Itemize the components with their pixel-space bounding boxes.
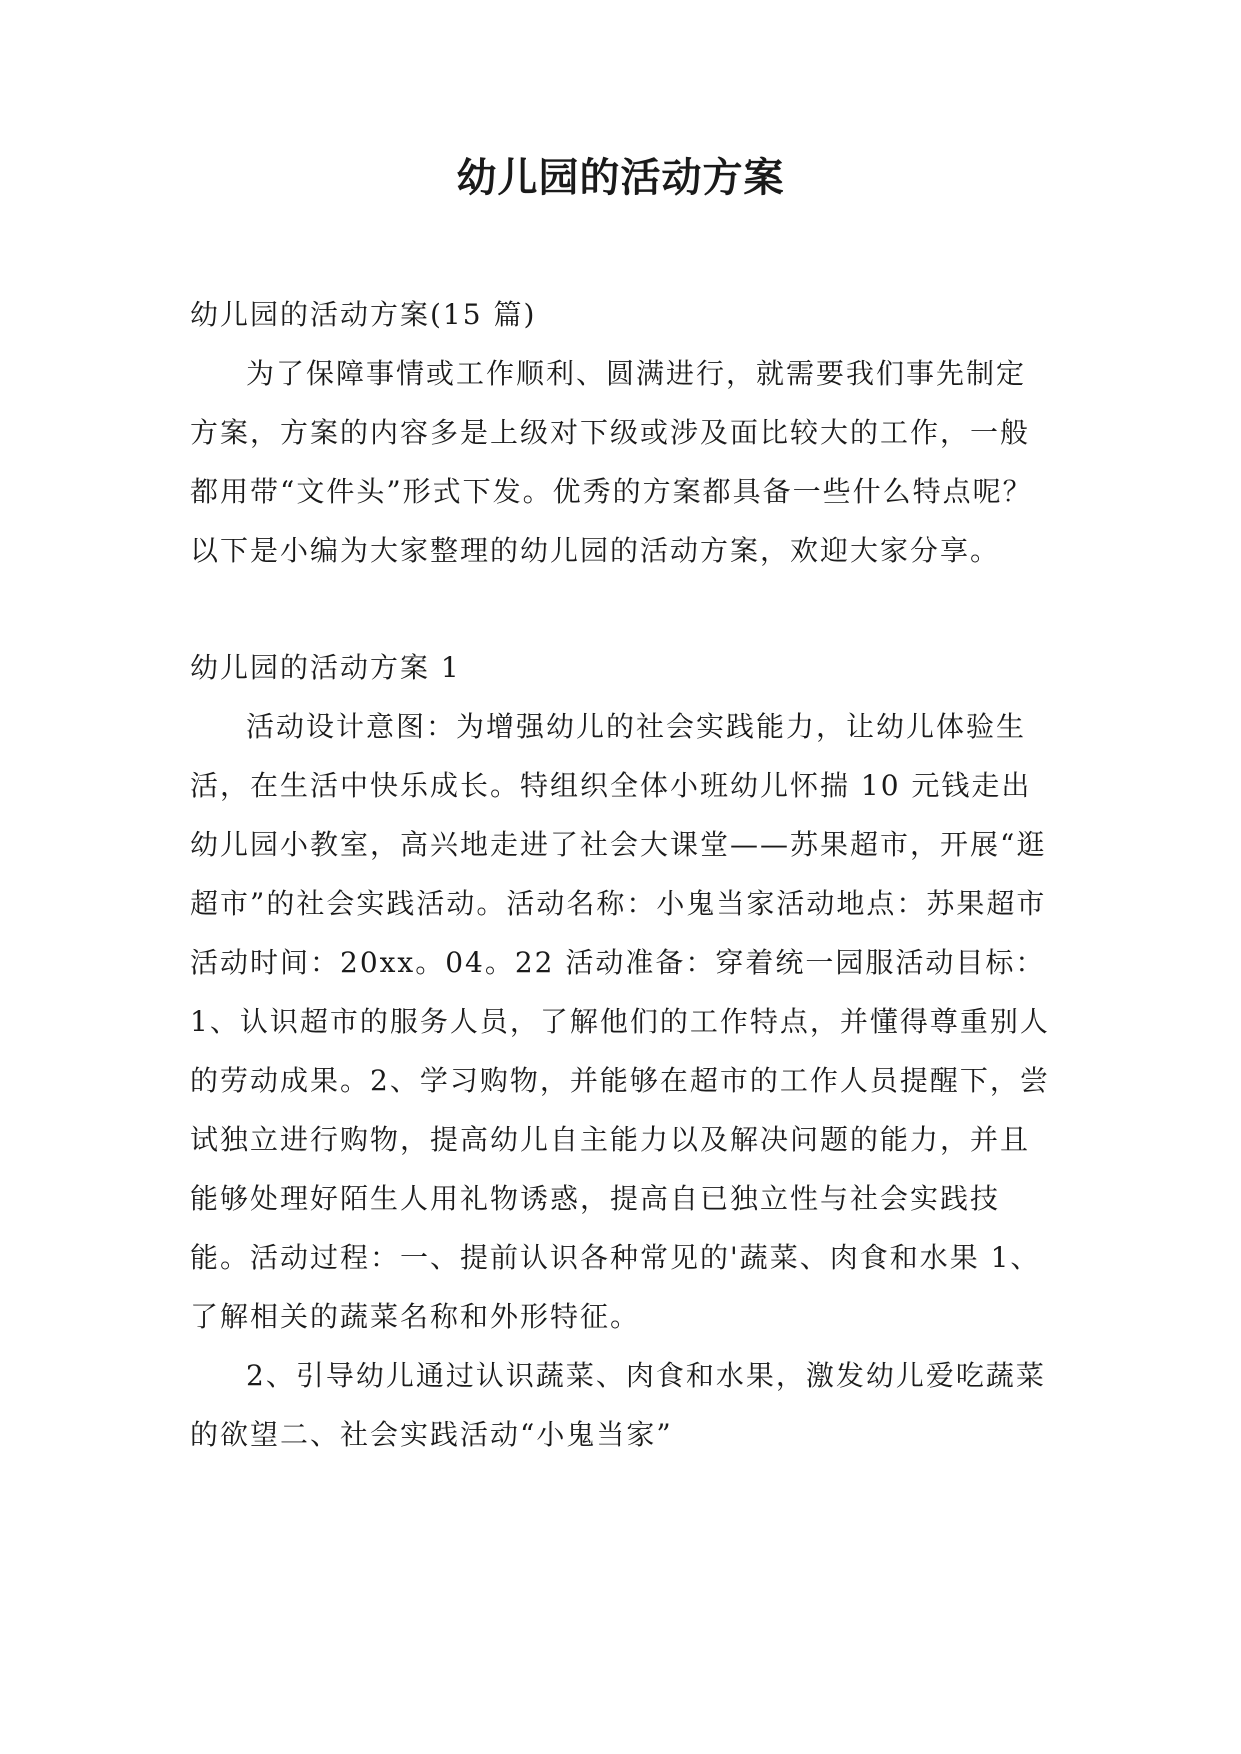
intro-paragraph: 为了保障事情或工作顺利、圆满进行，就需要我们事先制定方案，方案的内容多是上级对下级或涉及面比较大的工作，一般都用带“文件头”形式下发。优秀的方案都具备一些什么特点呢？以下是小编为大家整理的幼儿园的活动方案，欢迎大家分享。 bbox=[190, 357, 1033, 567]
intro-heading: 幼儿园的活动方案(15 篇) bbox=[190, 298, 537, 331]
section1-heading: 幼儿园的活动方案 1 bbox=[190, 651, 461, 684]
document-body bbox=[190, 285, 1055, 1464]
section1-paragraph-2: 2、引导幼儿通过认识蔬菜、肉食和水果，激发幼儿爱吃蔬菜的欲望二、社会实践活动“小鬼当家” bbox=[190, 1359, 1046, 1451]
section1-paragraph-1: 活动设计意图：为增强幼儿的社会实践能力，让幼儿体验生活，在生活中快乐成长。特组织全体小班幼儿怀揣 10 元钱走出幼儿园小教室，高兴地走进了社会大课堂——苏果超市，开展“逛超市”的社会实践活动。活动名称：小鬼当家活动地点：苏果超市活动时间：20xx。04。22 活动准备：穿着统一园服活动目标：1、认识超市的服务人员，了解他们的工作特点，并懂得尊重别人的劳动成果。2、学习购物，并能够在超市的工作人员提醒下，尝试独立进行购物，提高幼儿自主能力以及解决问题的能力，并且能够处理好陌生人用礼物诱惑，提高自已独立性与社会实践技能。活动过程：一、提前认识各种常见的'蔬菜、肉食和水果 1、了解相关的蔬菜名称和外形特征。 bbox=[190, 710, 1050, 1333]
document-title: 幼儿园的活动方案 bbox=[456, 155, 785, 201]
section-spacer bbox=[190, 580, 1055, 638]
